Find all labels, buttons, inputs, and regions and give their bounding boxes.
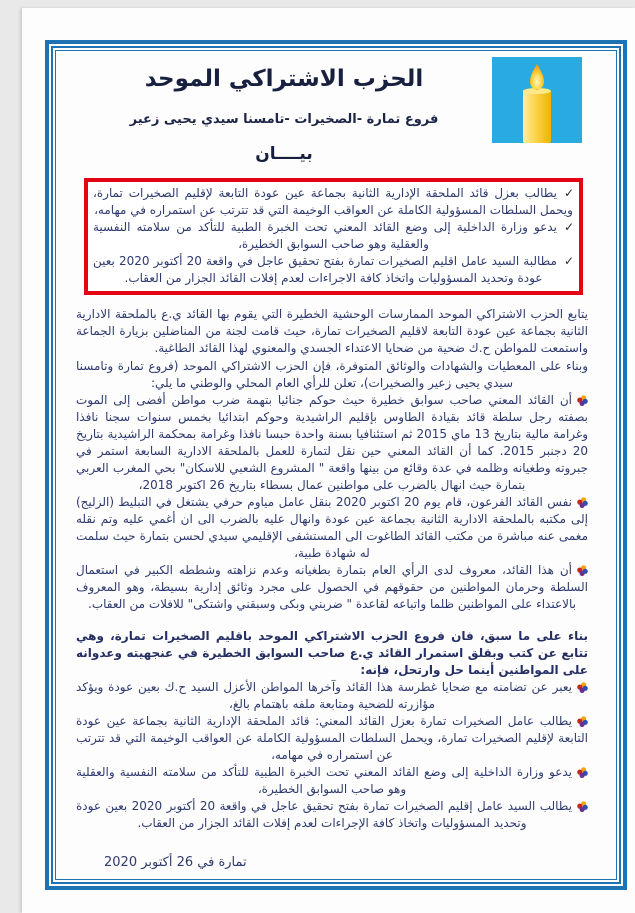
- list-item: [76, 713, 588, 764]
- flower-bullet-icon: [577, 767, 588, 778]
- list-item-text: يعبر عن تضامنه مع ضحايا غطرسة هذا القائد وآخرها المواطن الأعزل السيد ح.ك بعين عودة ويؤكد مؤازرته للضحية ومتابعة ملفه باهتمام بالغ،: [76, 680, 572, 712]
- demands-list: [76, 679, 588, 832]
- list-item-text: نفس القائد الفرعون، قام يوم 20 اكتوبر 2020 بنقل عامل مياوم حرفي يشتغل في التبليط (الزليج) إلى مكتبه بالملحقة الادارية الثانية بجماعة عين عودة وانهال عليه بالضرب الى ان أغمي عليه وتم نقله مغمى عنه مباشرة من مكتب القائد الطاغوت الى المستشفى الإقليمي سيدي لحسن بتمارة حيث سلمت له شهادة طبية،: [76, 494, 588, 560]
- flower-bullet-icon: [577, 716, 588, 727]
- highlight-item-text: يدعو وزارة الداخلية إلى وضع القائد المعني تحت الخبرة الطبية للتأكد من سلامته النفسية والعقلية وهو صاحب السوابق الخطيرة،: [93, 220, 557, 252]
- conclusion-paragraph: بناء على ما سبق، فان فروع الحزب الاشتراكي الموحد باقليم الصخيرات تمارة، وهي تتابع عن كتب وبقلق استمرار القائد ي.ع صاحب السوابق الخطيرة في عنجهيته وعدوانه على المواطنين أينما حل وارتحل، فإنه:: [76, 628, 588, 678]
- document-content: [56, 51, 616, 879]
- highlight-box: [84, 178, 583, 295]
- flower-bullet-icon: [577, 395, 588, 406]
- list-item: [76, 494, 588, 562]
- checkmark-icon: ✓: [563, 220, 574, 235]
- flower-bullet-icon: [577, 682, 588, 693]
- page-title: الحزب الاشتراكي الموحد: [144, 66, 424, 92]
- flower-bullet-icon: [577, 801, 588, 812]
- list-item-text: يطالب عامل الصخيرات تمارة بعزل القائد المعني: قائد الملحقة الإدارية الثانية بجماعة عين عودة التابعة لإقليم الصخيرات تمارة، ويحمل السلطات المسؤولية الكاملة عن العواقب الوخيمة التي قد تترتب عن استمراره في مهامه،: [76, 714, 588, 763]
- intro-paragraph: يتابع الحزب الاشتراكي الموحد الممارسات الوحشية الخطيرة التي يقوم بها القائد ي.ع بالملحقة الادارية الثانية بجماعة عين عودة التابعة لاقليم الصخيرات تمارة، حيث قامت لجنة من المناضلين بزيارة الجماعة واستمعت للمواطن ح.ك ضحية من ضحايا الاعتداء الجسدي والمعنوي لهذا القائد الطاغية.: [76, 307, 588, 356]
- checkmark-icon: ✓: [563, 254, 574, 269]
- findings-list: [76, 392, 588, 613]
- list-item: [76, 679, 588, 713]
- statement-title: بيــــان: [255, 144, 313, 165]
- list-item-text: أن القائد المعني صاحب سوابق خطيرة حيث حوكم جنائيا بتهمة ضرب مواطن أفضى إلى الموت بصفته رجل سلطة قائد بقيادة الطاوس بإقليم الراشيدية وحوكم ابتدائيا بخمس سنوات سجنا نافذا وغرامة مالية بتاريخ 13 ماي 2015 ثم استئنافيا بسنة واحدة حبسا نافذا وغرامة بمحكمة الراشيدية بتاريخ 20 دجنبر 2015. كما أن القائد المعني حين نقل لتمارة للعمل بالملحقة الادارية السابعة استمر في جبروته وطغيانه وظلمه في عدة وقائع من بينها واقعة " المشروع الشعبي للاسكان" بحي المغرب العربي بتمارة حيث انهال بالضرب على مواطنين عمال بسطاء بتاريخ 26 اكتوبر 2018،: [76, 392, 588, 492]
- checkmark-icon: ✓: [563, 186, 574, 201]
- list-item-text: يدعو وزارة الداخلية إلى وضع القائد المعني تحت الخبرة الطبية للتأكد من سلامته النفسية والعقلية وهو صاحب السوابق الخطيرة،: [76, 765, 572, 797]
- flower-bullet-icon: [577, 565, 588, 576]
- list-item: [76, 798, 588, 832]
- list-item: [76, 392, 588, 494]
- announcement-paragraph: وبناء على المعطيات والشهادات والوثائق المتوفرة، فإن الحزب الاشتراكي الموحد (فروع تمارة وتامسنا سيدي يحيى زعير والصخيرات)، تعلن للرأي العام المحلي والوطني ما يلي:: [76, 358, 588, 390]
- list-item: [76, 562, 588, 613]
- highlight-item: [93, 185, 574, 219]
- list-item-text: يطالب السيد عامل إقليم الصخيرات تمارة بفتح تحقيق عاجل في واقعة 20 أكتوبر 2020 بعين عودة وتحديد المسؤوليات واتخاذ كافة الإجراءات لعدم إفلات القائد الجزار من العقاب.: [76, 799, 572, 831]
- highlight-item: [93, 219, 574, 253]
- date-line: تمارة في 26 أكتوبر 2020: [104, 855, 247, 871]
- highlight-item-text: مطالبة السيد عامل اقليم الصخيرات تمارة بفتح تحقيق عاجل في واقعة 20 أكتوبر 2020 بعين عودة وتحديد المسؤوليات واتخاذ كافة الاجراءات لعدم إفلات القائد الجزار من العقاب.: [93, 254, 557, 286]
- party-logo: [492, 57, 582, 143]
- flower-bullet-icon: [577, 497, 588, 508]
- border-frame: [45, 40, 627, 890]
- highlight-item-text: يطالب بعزل قائد الملحقة الإدارية الثانية بجماعة عين عودة التابعة لإقليم الصخيرات تمارة، ويحمل السلطات المسؤولية الكاملة عن العواقب الوخيمة التي قد تترتب عن استمراره في مهامه،: [93, 186, 573, 218]
- highlight-item: [93, 253, 574, 287]
- list-item-text: أن هذا القائد، معروف لدى الرأي العام بتمارة بطغيانه وعدم نزاهته وشططه الكبير في استعمال السلطة وحرمان المواطنين من حقوقهم في الحصول على مجرد وثائق إدارية بسيطة، وهو المعروف بالاعتداء على المواطنين ظلما واتباعه لقاعدة " ضربني وبكى وسبقني واشتكى" للافلات من العقاب.: [76, 562, 588, 611]
- candle-icon: [492, 57, 582, 143]
- list-item: [76, 764, 588, 798]
- branches-subtitle: فروع تمارة -الصخيرات -تامسنا سيدي يحيى زعير: [129, 111, 439, 127]
- paper: [22, 8, 635, 913]
- document-header: [76, 57, 588, 166]
